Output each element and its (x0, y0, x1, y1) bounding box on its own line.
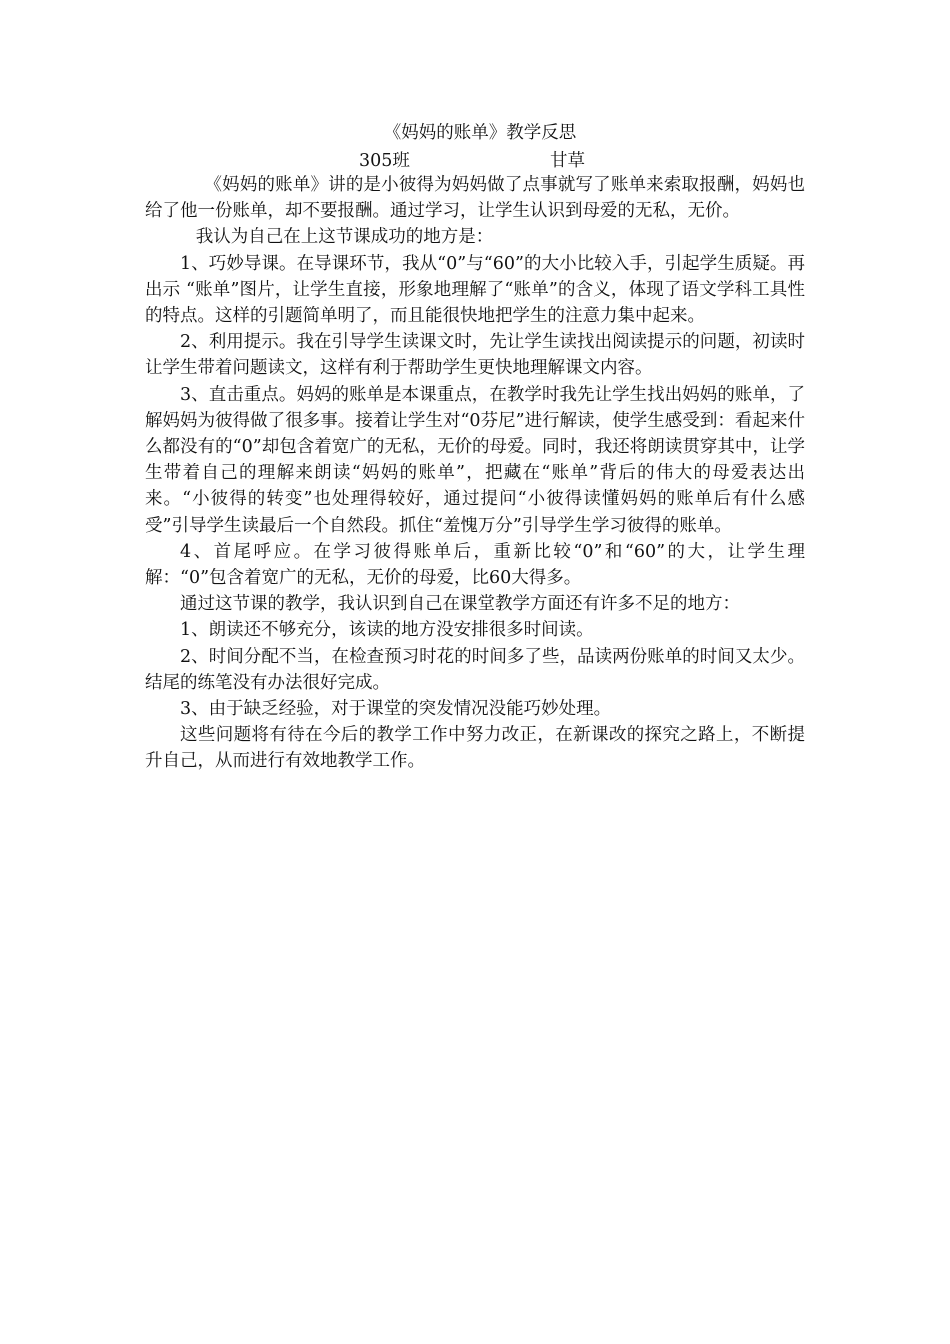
paragraph-point-4: 4、首尾呼应。在学习彼得账单后，重新比较“0”和“60”的大，让学生理解：“0”包含着宽广的无私，无价的母爱，比60大得多。 (145, 541, 805, 589)
paragraph-point-2: 2、利用提示。我在引导学生读课文时，先让学生读找出阅读提示的问题，初读时让学生带着问题读文，这样有利于帮助学生更快地理解课文内容。 (145, 332, 805, 379)
paragraph-shortcoming-2: 2、时间分配不当，在检查预习时花的时间多了些，品读两份账单的时间又太少。结尾的练笔没有办法很好完成。 (145, 646, 805, 693)
paragraph-conclusion: 这些问题将有待在今后的教学工作中努力改正，在新课改的探究之路上，不断提升自己，从而进行有效地教学工作。 (145, 725, 805, 772)
paragraph-success-lead: 我认为自己在上这节课成功的地方是： (195, 227, 494, 248)
paragraph-shortcomings-lead: 通过这节课的教学，我认识到自己在课堂教学方面还有许多不足的地方： (180, 594, 740, 615)
document-title: 《妈妈的账单》教学反思 (383, 123, 577, 143)
paragraph-point-3: 3、直击重点。妈妈的账单是本课重点，在教学时我先让学生找出妈妈的账单，了解妈妈为彼得做了很多事。接着让学生对“0芬尼”进行解读，使学生感受到：看起来什么都没有的“0”却包含着宽广的无私，无价的母爱。同时，我还将朗读贯穿其中，让学生带着自己的理解来朗读“妈妈的账单”，把藏在“账单”背后的伟大的母爱表达出来。“小彼得的转变”也处理得较好，通过提问“小彼得读懂妈妈的账单后有什么感受”引导学生读最后一个自然段。抓住“羞愧万分”引导学生学习彼得的账单。 (145, 384, 805, 536)
paragraph-shortcoming-1: 1、朗读还不够充分，该读的地方没安排很多时间读。 (180, 620, 594, 641)
paragraph-point-1: 1、巧妙导课。在导课环节，我从“0”与“60”的大小比较入手，引起学生质疑。再出示 “账单”图片，让学生直接，形象地理解了“账单”的含义，体现了语文学科工具性的特点。这样的引题简单明了，而且能很快地把学生的注意力集中起来。 (145, 253, 805, 327)
paragraph-intro: 《妈妈的账单》讲的是小彼得为妈妈做了点事就写了账单来索取报酬，妈妈也给了他一份账单，却不要报酬。通过学习，让学生认识到母爱的无私，无价。 (145, 175, 805, 222)
paragraph-shortcoming-3: 3、由于缺乏经验，对于课堂的突发情况没能巧妙处理。 (180, 699, 612, 720)
class-label: 305班 (359, 151, 410, 171)
document-body (145, 120, 805, 775)
byline (145, 148, 805, 172)
author-name: 甘草 (550, 151, 585, 171)
